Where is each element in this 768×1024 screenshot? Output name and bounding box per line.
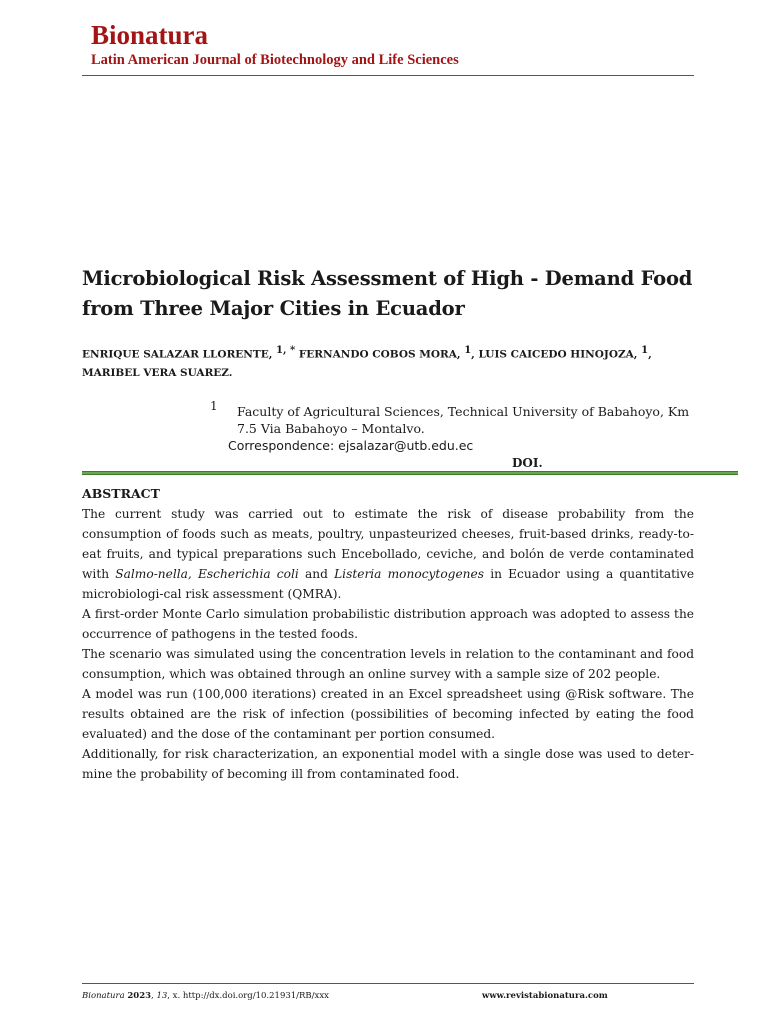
footer-journal: Bionatura (82, 991, 125, 1001)
author-name: FERNANDO COBOS MORA, (298, 348, 461, 361)
footer-doi[interactable]: , x. http://dx.doi.org/10.21931/RB/xxx (167, 991, 329, 1001)
species-name: Escherichia coli (198, 567, 299, 581)
abstract (82, 484, 694, 784)
footer-citation: Bionatura 2023, 13, x. http://dx.doi.org/10.21931/RB/xxx (82, 991, 329, 1001)
author-affiliation-mark: 1 (464, 345, 472, 356)
author-name: MARIBEL VERA SUAREZ. (82, 366, 233, 379)
species-name: Salmo-nella, (115, 567, 192, 581)
journal-subtitle: Latin American Journal of Biotechnology and Life Sciences (91, 52, 459, 68)
abstract-text: The current study was carried out to estimate the risk of disease probability from the consumption of foods such as meats, poultry, unpasteurized cheeses, fruit-based drinks, ready-to-eat fruits, and typical preparations such Encebollado, ceviche, and bolón de verde contaminated with (82, 507, 694, 581)
author-separator: , (471, 348, 475, 361)
abstract-paragraph: A first-order Monte Carlo simulation probabilistic distribution approach was adopted to assess the occurrence of pathogens in the tested foods. (82, 607, 694, 641)
author-affiliation-mark: 1 (641, 345, 649, 356)
doi-label: DOI. (512, 456, 543, 470)
abstract-heading: ABSTRACT (82, 486, 160, 501)
species-name: Listeria monocytogenes (334, 567, 484, 581)
abstract-paragraph: Additionally, for risk characterization, an exponential model with a single dose was used to deter-mine the probability of becoming ill from contaminated food. (82, 747, 694, 781)
affiliation-number: 1 (210, 399, 218, 413)
abstract-paragraph: The scenario was simulated using the concentration levels in relation to the contaminant and food consumption, which was obtained through an online survey with a sample size of 202 people. (82, 647, 694, 681)
footer-year: 2023 (127, 991, 152, 1001)
abstract-text: and (298, 567, 335, 581)
header-divider (82, 75, 694, 76)
section-divider (82, 471, 738, 475)
footer-website[interactable]: www.revistabionatura.com (482, 991, 608, 1001)
author-name: LUIS CAICEDO HINOJOZA, (478, 348, 638, 361)
footer-divider (82, 983, 694, 984)
author-separator: , (648, 348, 652, 361)
abstract-paragraph (82, 504, 694, 604)
abstract-text: in Ecuador using a quantitative microbiologi-cal risk assessment (QMRA). (82, 567, 695, 601)
abstract-paragraph: A model was run (100,000 iterations) created in an Excel spreadsheet using @Risk software. The results obtained are the risk of infection (possibilities of becoming infected by eating the food evaluated) and the dose of the contaminant per portion consumed. (82, 687, 694, 741)
author-affiliation-mark: 1, * (276, 345, 296, 356)
affiliation: Faculty of Agricultural Sciences, Technical University of Babahoyo, Km 7.5 Via Babahoyo – Montalvo. (237, 404, 690, 436)
footer-volume: 13 (156, 991, 168, 1001)
article-title: Microbiological Risk Assessment of High - Demand Food from Three Major Cities in Ecuador (82, 267, 693, 320)
author-list (82, 342, 702, 382)
author-name: ENRIQUE SALAZAR LLORENTE, (82, 348, 273, 361)
correspondence: Correspondence: ejsalazar@utb.edu.ec (228, 438, 474, 453)
journal-name: Bionatura (91, 20, 209, 50)
